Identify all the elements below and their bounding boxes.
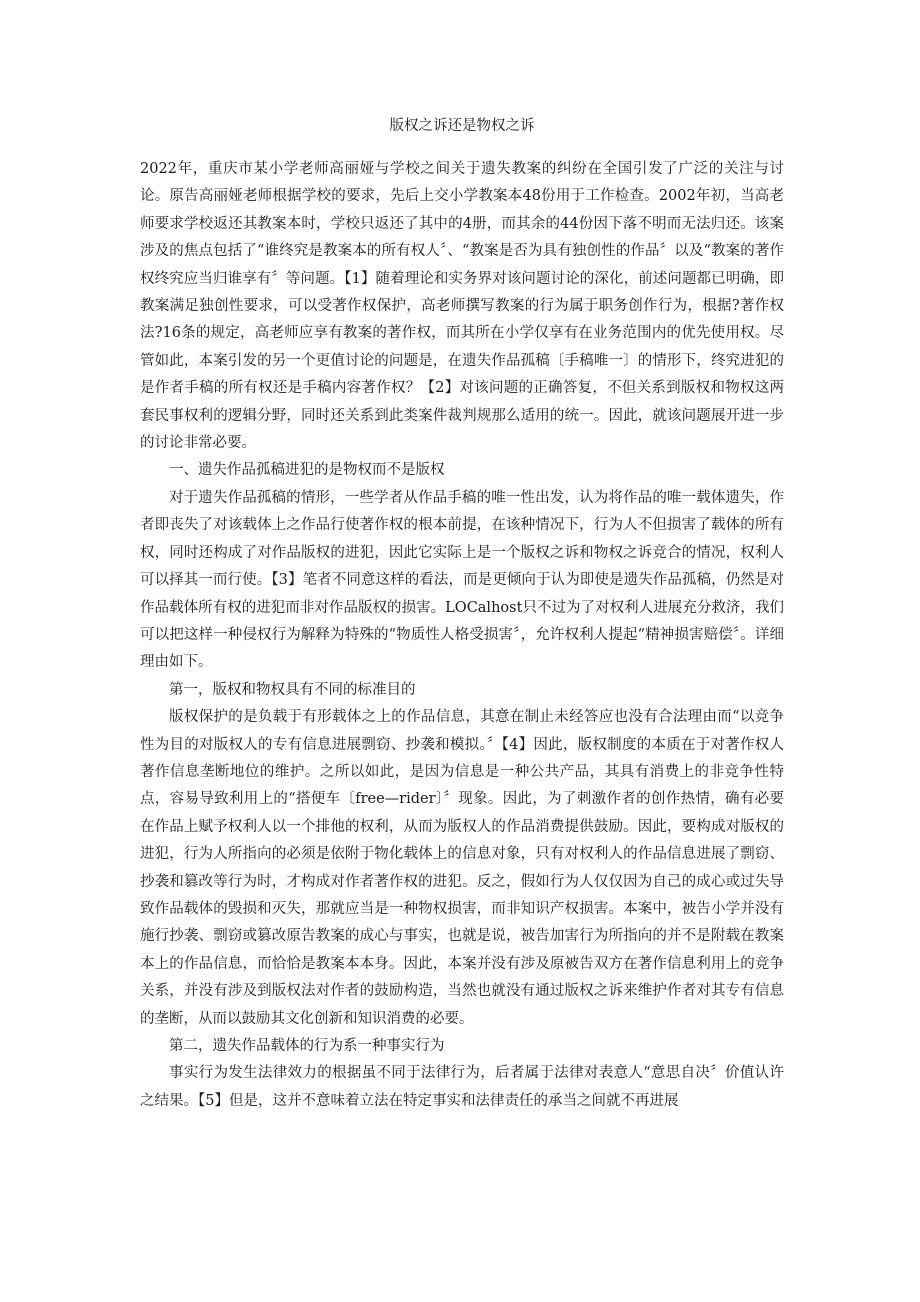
section-heading-1: 一、遗失作品孤稿进犯的是物权而不是版权 [169,462,445,479]
paragraph-1: 2022年，重庆市某小学老师高丽娅与学校之间关于遗失教案的纠纷在全国引发了广泛的关注与讨论。原告高丽娅老师根据学校的要求，先后上交小学教案本48份用于工作检查。2002年初，当高老师要求学校返还其教案本时，学校只返还了其中的4册，而其余的44份因下落不明而无法归还。该案涉及的焦点包括了“谁终究是教案本的所有权人〞、“教案是否为具有独创性的作品〞以及“教案的著作权终究应当归谁享有〞等问题。【1】随着理论和实务界对该问题讨论的深化，前述问题都已明确，即教案满足独创性要求，可以受著作权保护，高老师撰写教案的行为属于职务创作行为，根据?著作权法?16条的规定，高老师应享有教案的著作权，而其所在小学仅享有在业务范围内的优先使用权。尽管如此，本案引发的另一个更值讨论的问题是，在遗失作品孤稿〔手稿唯一〕的情形下，终究进犯的是作者手稿的所有权还是手稿内容著作权？【2】对该问题的正确答复，不但关系到版权和物权这两套民事权利的逻辑分野，同时还关系到此类案件裁判规那么适用的统一。因此，就该问题展开进一步的讨论非常必要。 [140,161,784,452]
paragraph-2: 对于遗失作品孤稿的情形，一些学者从作品手稿的唯一性出发，认为将作品的唯一载体遗失，作者即丧失了对该载体上之作品行使著作权的根本前提，在该种情况下，行为人不但损害了载体的所有权，同时还构成了对作品版权的进犯，因此它实际上是一个版权之诉和物权之诉竞合的情况，权利人可以择其一而行使。【3】笔者不同意这样的看法，而是更倾向于认为即使是遗失作品孤稿，仍然是对作品载体所有权的进犯而非对作品版权的损害。LOCalhost只不过为了对权利人进展充分救济，我们可以把这样一种侵权行为解释为特殊的“物质性人格受损害〞，允许权利人提起“精神损害赔偿〞。详细理由如下。 [140,489,784,671]
document-page [140,113,784,1115]
document-title: 版权之诉还是物权之诉 [389,118,535,134]
paragraph-4: 事实行为发生法律效力的根据虽不同于法律行为，后者属于法律对表意人“意思自决〞价值认许之结果。【5】但是，这并不意味着立法在特定事实和法律责任的承当之间就不再进展 [140,1065,784,1109]
paragraph-3: 版权保护的是负载于有形载体之上的作品信息，其意在制止未经答应也没有合法理由而“以竞争性为目的对版权人的专有信息进展剽窃、抄袭和模拟。〞【4】因此，版权制度的本质在于对著作权人著作信息垄断地位的维护。之所以如此，是因为信息是一种公共产品，其具有消费上的非竞争性特点，容易导致利用上的“搭便车〔free—rider〕〞现象。因此，为了刺激作者的创作热情，确有必要在作品上赋予权利人以一个排他的权利，从而为版权人的作品消费提供鼓励。因此，要构成对版权的进犯，行为人所指向的必须是依附于物化载体上的信息对象，只有对权利人的作品信息进展了剽窃、抄袭和篡改等行为时，才构成对作者著作权的进犯。反之，假如行为人仅仅因为自己的成心或过失导致作品载体的毁损和灭失，那就应当是一种物权损害，而非知识产权损害。本案中，被告小学并没有施行抄袭、剽窃或篡改原告教案的成心与事实，也就是说，被告加害行为所指向的并不是附载在教案本上的作品信息，而恰恰是教案本本身。因此，本案并没有涉及原被告双方在著作信息利用上的竞争关系，并没有涉及到版权法对作者的鼓励构造，当然也就没有通过版权之诉来维护作者对其专有信息的垄断，从而以鼓励其文化创新和知识消费的必要。 [140,709,784,1027]
subheading-first: 第一，版权和物权具有不同的标准目的 [169,681,416,698]
subheading-second: 第二，遗失作品载体的行为系一种事实行为 [169,1038,445,1054]
